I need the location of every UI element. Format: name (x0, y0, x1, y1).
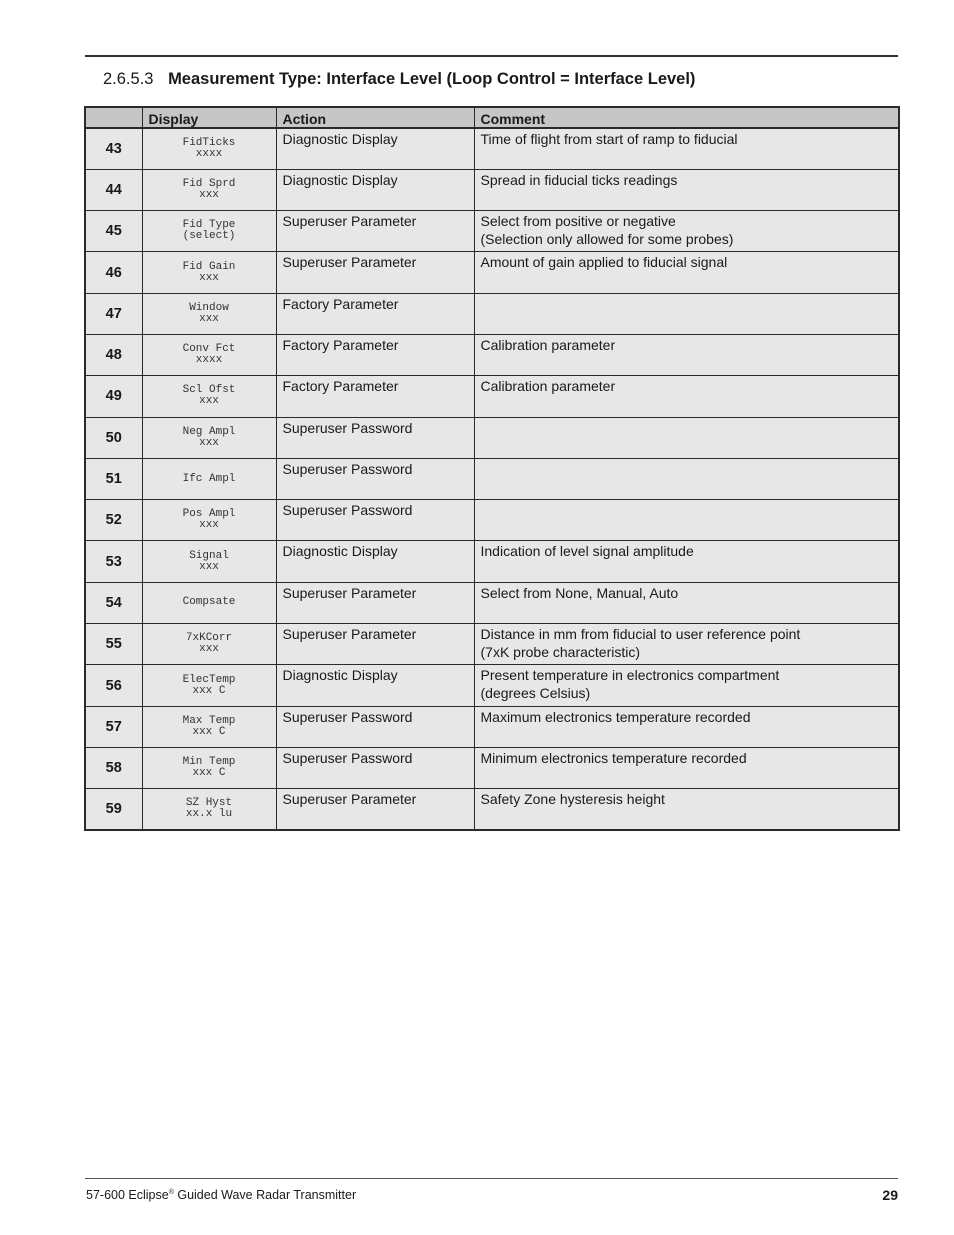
row-number: 55 (85, 624, 142, 665)
display-cell (142, 500, 276, 541)
action-cell: Diagnostic Display (276, 169, 474, 210)
display-line: FidTicks (182, 136, 236, 149)
comment-line: Select from None, Manual, Auto (480, 584, 679, 601)
action-cell: Diagnostic Display (276, 541, 474, 582)
comment-line: (Selection only allowed for some probes) (480, 230, 734, 247)
comment-line: Maximum electronics temperature recorded (480, 708, 751, 725)
action-cell: Superuser Password (276, 500, 474, 541)
display-cell (142, 252, 276, 293)
display-line: Fid Type (182, 219, 236, 232)
display-line: Fid Sprd (182, 177, 236, 190)
display-line: (select) (182, 230, 236, 243)
top-rule (85, 55, 898, 57)
row-number: 54 (85, 582, 142, 623)
display-line: Max Temp (182, 714, 236, 727)
display-line: Ifc Ampl (182, 472, 236, 485)
display-line: Min Temp (182, 756, 236, 769)
row-number: 59 (85, 789, 142, 830)
display-line: 7xKCorr (185, 632, 233, 645)
row-number: 52 (85, 500, 142, 541)
table-row (85, 376, 899, 417)
section-heading (103, 70, 695, 89)
table-row (85, 169, 899, 210)
comment-cell (474, 624, 899, 665)
action-cell: Superuser Parameter (276, 211, 474, 252)
parameter-table (84, 106, 900, 831)
display-cell (142, 706, 276, 747)
section-number: 2.6.5.3 (103, 70, 154, 88)
display-line: Neg Ampl (182, 425, 236, 438)
display-line: xxx (199, 519, 219, 532)
action-cell: Superuser Parameter (276, 582, 474, 623)
header-action: Action (276, 107, 474, 128)
display-cell (142, 582, 276, 623)
section-title: Measurement Type: Interface Level (Loop Control = Interface Level) (168, 70, 696, 88)
table-row (85, 252, 899, 293)
table-row (85, 541, 899, 582)
comment-line: Present temperature in electronics compartment (480, 667, 780, 684)
comment-cell (474, 211, 899, 252)
comment-line: Safety Zone hysteresis height (480, 791, 665, 808)
action-cell: Superuser Password (276, 417, 474, 458)
comment-cell (474, 500, 899, 541)
action-cell: Superuser Password (276, 706, 474, 747)
comment-line: Minimum electronics temperature recorded (480, 749, 747, 766)
row-number: 49 (85, 376, 142, 417)
table-row (85, 582, 899, 623)
display-cell (142, 458, 276, 499)
table-row (85, 458, 899, 499)
table-row (85, 334, 899, 375)
display-cell (142, 624, 276, 665)
comment-line: Calibration parameter (480, 336, 616, 353)
action-cell: Factory Parameter (276, 293, 474, 334)
table-header-row (85, 107, 899, 128)
display-line: xxx C (192, 767, 226, 780)
comment-cell (474, 376, 899, 417)
display-line: Scl Ofst (182, 384, 236, 397)
footer-doc-suffix: Guided Wave Radar Transmitter (173, 1188, 357, 1202)
display-line: Fid Gain (182, 260, 236, 273)
row-number: 57 (85, 706, 142, 747)
comment-cell (474, 458, 899, 499)
display-line: xxx (199, 560, 219, 573)
display-line: xxxx (195, 147, 223, 160)
display-cell (142, 128, 276, 169)
display-line: xxx (199, 436, 219, 449)
row-number: 44 (85, 169, 142, 210)
table-row (85, 128, 899, 169)
display-cell (142, 417, 276, 458)
comment-line: (degrees Celsius) (480, 684, 591, 701)
header-comment: Comment (474, 107, 899, 128)
table-row (85, 417, 899, 458)
comment-cell (474, 334, 899, 375)
comment-cell (474, 293, 899, 334)
action-cell: Superuser Parameter (276, 252, 474, 293)
action-cell: Factory Parameter (276, 334, 474, 375)
display-cell (142, 665, 276, 706)
comment-cell (474, 169, 899, 210)
display-line: Pos Ampl (182, 508, 236, 521)
comment-line: Distance in mm from fiducial to user reference point (480, 626, 801, 643)
display-line: Window (189, 301, 229, 314)
row-number: 45 (85, 211, 142, 252)
action-cell: Diagnostic Display (276, 128, 474, 169)
action-cell: Superuser Parameter (276, 624, 474, 665)
row-number: 46 (85, 252, 142, 293)
display-line: Compsate (182, 596, 236, 609)
comment-cell (474, 582, 899, 623)
comment-cell (474, 706, 899, 747)
comment-cell (474, 665, 899, 706)
display-line: xxx (199, 188, 219, 201)
comment-line: Amount of gain applied to fiducial signal (480, 254, 728, 271)
row-number: 56 (85, 665, 142, 706)
row-number: 50 (85, 417, 142, 458)
page-number: 29 (882, 1187, 898, 1203)
comment-cell (474, 128, 899, 169)
table-row (85, 624, 899, 665)
comment-cell (474, 789, 899, 830)
row-number: 47 (85, 293, 142, 334)
display-cell (142, 789, 276, 830)
header-display: Display (142, 107, 276, 128)
display-cell (142, 334, 276, 375)
display-line: xxx C (192, 725, 226, 738)
action-cell: Superuser Password (276, 747, 474, 788)
comment-line: Calibration parameter (480, 378, 616, 395)
table-row (85, 665, 899, 706)
table-body (85, 128, 899, 830)
row-number: 58 (85, 747, 142, 788)
display-cell (142, 169, 276, 210)
header-number (85, 107, 142, 128)
comment-line: Indication of level signal amplitude (480, 543, 694, 560)
comment-cell (474, 747, 899, 788)
display-line: xxxx (195, 354, 223, 367)
display-line: Signal (189, 549, 229, 562)
table-row (85, 706, 899, 747)
display-cell (142, 541, 276, 582)
footer-document-title (86, 1188, 356, 1202)
comment-cell (474, 417, 899, 458)
display-line: xxx (199, 312, 219, 325)
row-number: 53 (85, 541, 142, 582)
footer-rule (85, 1178, 898, 1179)
display-line: xxx (199, 271, 219, 284)
display-line: xxx C (192, 684, 226, 697)
footer-doc-prefix: 57-600 Eclipse (86, 1188, 169, 1202)
comment-line: (7xK probe characteristic) (480, 643, 641, 660)
display-line: xxx (199, 643, 219, 656)
table-row (85, 789, 899, 830)
comment-line: Time of flight from start of ramp to fiducial (480, 131, 738, 147)
display-line: xx.x lu (185, 808, 233, 821)
row-number: 48 (85, 334, 142, 375)
display-line: ElecTemp (182, 673, 236, 686)
display-cell (142, 747, 276, 788)
row-number: 43 (85, 128, 142, 169)
row-number: 51 (85, 458, 142, 499)
action-cell: Superuser Parameter (276, 789, 474, 830)
action-cell: Diagnostic Display (276, 665, 474, 706)
action-cell: Factory Parameter (276, 376, 474, 417)
display-cell (142, 211, 276, 252)
comment-line: Select from positive or negative (480, 213, 676, 230)
table-row (85, 500, 899, 541)
comment-cell (474, 252, 899, 293)
comment-cell (474, 541, 899, 582)
display-line: Conv Fct (182, 343, 236, 356)
display-line: xxx (199, 395, 219, 408)
display-cell (142, 376, 276, 417)
table-row (85, 747, 899, 788)
table-row (85, 293, 899, 334)
display-line: SZ Hyst (185, 797, 233, 810)
table-row (85, 211, 899, 252)
action-cell: Superuser Password (276, 458, 474, 499)
display-cell (142, 293, 276, 334)
registered-mark: ® (168, 1188, 174, 1196)
comment-line: Spread in fiducial ticks readings (480, 171, 678, 188)
